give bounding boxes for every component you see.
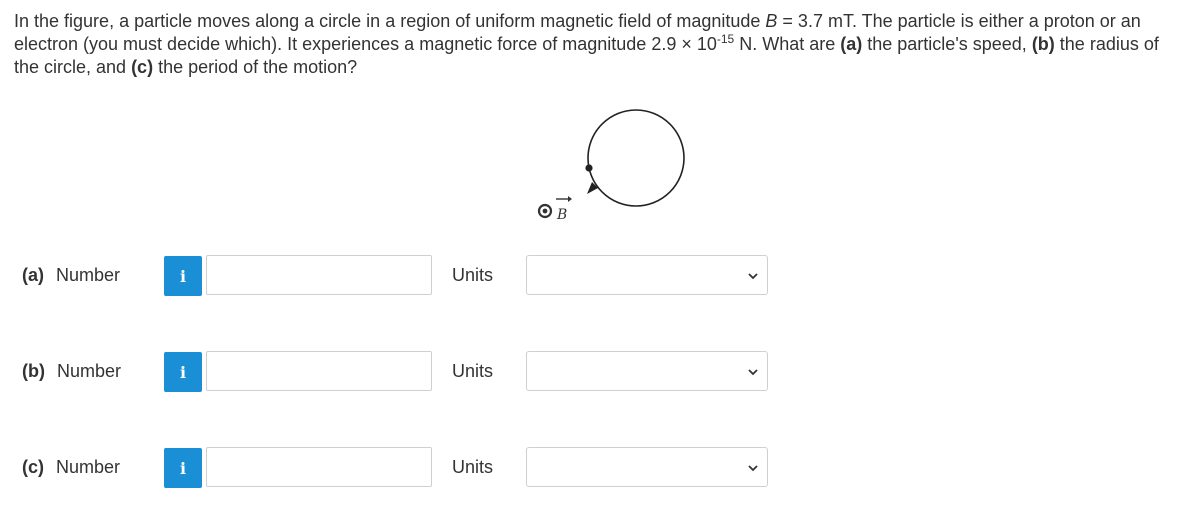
force-exponent: -15	[716, 32, 735, 46]
part-b-tag: (b)	[1031, 34, 1055, 54]
row-label	[22, 361, 121, 382]
problem-text: In the figure, a particle moves along a circle in a region of uniform magnetic field of magnitude	[14, 11, 766, 31]
circle-motion-figure	[520, 98, 710, 228]
answer-row-a	[0, 255, 1200, 297]
number-label: Number	[56, 457, 121, 477]
number-input-a[interactable]	[206, 255, 432, 295]
row-label	[22, 457, 120, 478]
info-button[interactable]	[164, 256, 202, 296]
problem-statement	[14, 10, 1184, 79]
info-icon: i	[179, 266, 187, 286]
chevron-down-icon	[747, 367, 759, 377]
part-c-tag: (c)	[131, 57, 154, 77]
units-label: Units	[452, 361, 494, 381]
info-icon: i	[179, 362, 187, 382]
figure-diagram	[520, 98, 710, 228]
answer-row-c	[0, 447, 1200, 489]
problem-text: the particle's speed,	[862, 34, 1032, 54]
number-label: Number	[56, 361, 122, 381]
part-tag: (b)	[22, 361, 45, 381]
field-variable: B	[765, 11, 778, 31]
vector-arrow-head	[568, 196, 572, 202]
number-input-b[interactable]	[206, 351, 432, 391]
units-dropdown-a[interactable]	[526, 255, 768, 295]
info-button[interactable]	[164, 352, 202, 392]
problem-text: the period of the motion?	[153, 57, 358, 77]
answer-row-b	[0, 351, 1200, 393]
particle-path-circle	[588, 110, 684, 206]
part-tag: (c)	[22, 457, 44, 477]
part-tag: (a)	[22, 265, 44, 285]
chevron-down-icon	[747, 271, 759, 281]
problem-text: N. What are	[734, 34, 841, 54]
number-label: Number	[56, 265, 121, 285]
chevron-down-icon	[747, 463, 759, 473]
problem-text: = 3.7 mT. The particle is either a proton or an electron (you must decide which). It experiences a magnetic force of magnitude 2.9 × 10	[14, 11, 1141, 54]
field-symbol: B	[557, 207, 568, 223]
units-dropdown-b[interactable]	[526, 351, 768, 391]
number-input-c[interactable]	[206, 447, 432, 487]
info-icon: i	[179, 458, 187, 478]
info-button[interactable]	[164, 448, 202, 488]
units-dropdown-c[interactable]	[526, 447, 768, 487]
particle-dot	[585, 164, 592, 171]
problem-text: the radius of the circle, and	[14, 34, 1159, 77]
units-label: Units	[452, 457, 494, 477]
field-dot-icon	[543, 209, 548, 214]
part-a-tag: (a)	[840, 34, 863, 54]
row-label	[22, 265, 120, 286]
units-label: Units	[452, 265, 494, 285]
